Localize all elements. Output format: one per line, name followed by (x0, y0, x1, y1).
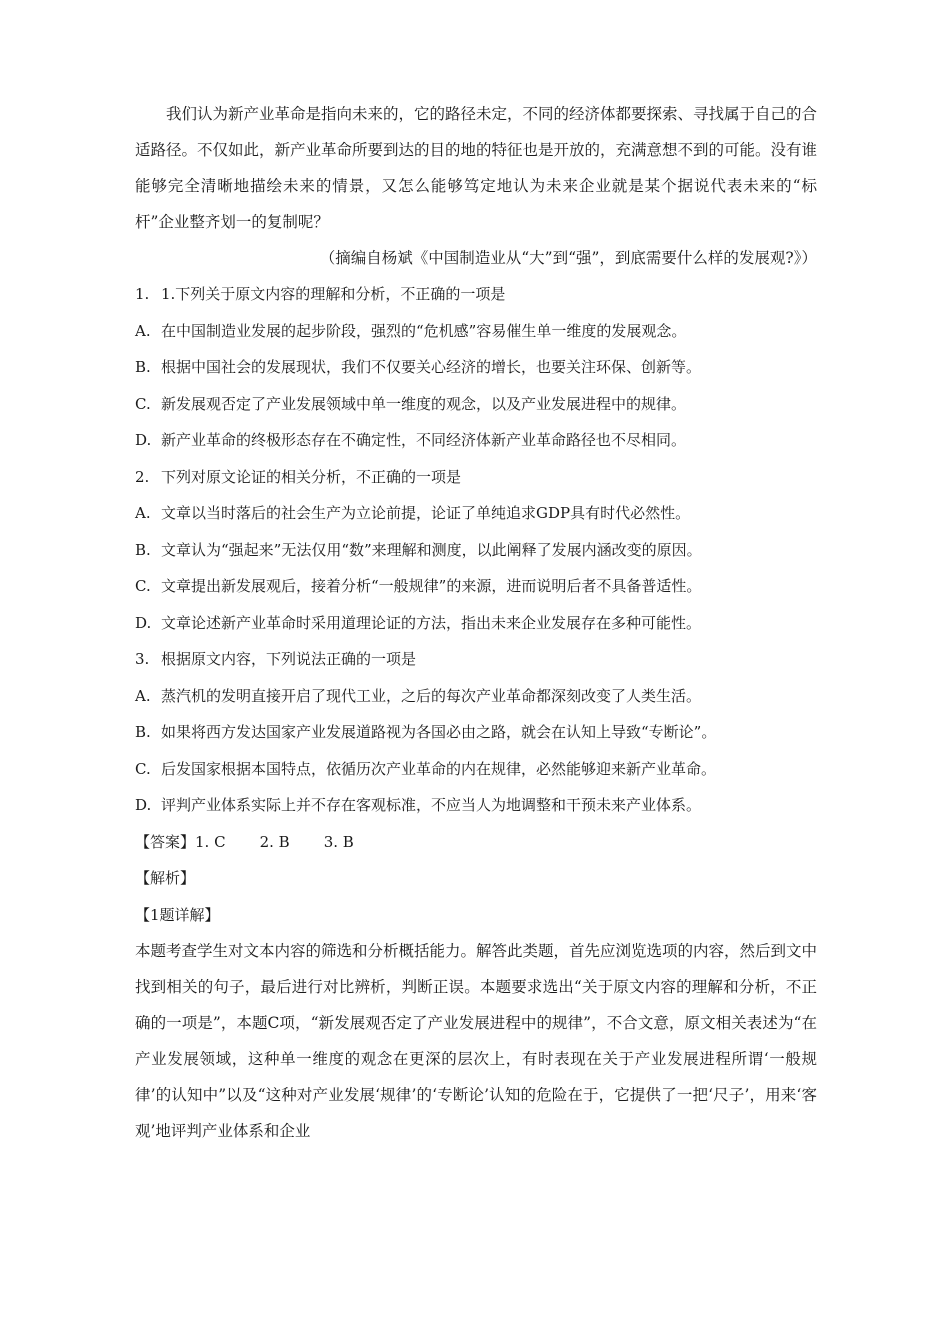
option-d (135, 422, 817, 459)
option-text: 文章认为“强起来”无法仅用“数”来理解和测度，以此阐释了发展内涵改变的原因。 (161, 540, 702, 559)
option-letter: D. (135, 613, 152, 632)
question-number: 3. (135, 650, 150, 668)
option-text: 蒸汽机的发明直接开启了现代工业，之后的每次产业革命都深刻改变了人类生活。 (161, 686, 702, 705)
option-b (135, 714, 817, 751)
answer-line (135, 824, 817, 861)
option-letter: C. (135, 577, 151, 595)
option-letter: C. (135, 759, 151, 778)
question-stem (135, 641, 817, 678)
option-text: 如果将西方发达国家产业发展道路视为各国必由之路，就会在认知上导致“专断论”。 (161, 723, 717, 741)
option-d (135, 787, 817, 824)
option-c (135, 751, 817, 788)
option-b (135, 532, 817, 569)
question-stem-text: 下列对原文论证的相关分析，不正确的一项是 (161, 467, 462, 486)
option-letter: A. (135, 686, 151, 705)
option-c (135, 568, 817, 605)
analysis-label: 【解析】 (135, 869, 196, 887)
option-text: 新发展观否定了产业发展领域中单一维度的观念，以及产业发展进程中的规律。 (161, 394, 687, 413)
option-c (135, 386, 817, 423)
document-page (135, 96, 817, 1149)
option-text: 后发国家根据本国特点，依循历次产业革命的内在规律，必然能够迎来新产业革命。 (161, 759, 717, 778)
answer-item: 2. B (259, 832, 290, 851)
option-text: 在中国制造业发展的起步阶段，强烈的“危机感”容易催生单一维度的发展观念。 (161, 321, 687, 340)
option-text: 评判产业体系实际上并不存在客观标准，不应当人为地调整和干预未来产业体系。 (161, 796, 702, 814)
question-1 (135, 276, 817, 459)
option-letter: A. (135, 321, 151, 340)
question-number: 2. (135, 467, 150, 486)
option-b (135, 349, 817, 386)
option-letter: C. (135, 394, 151, 413)
option-text: 文章以当时落后的社会生产为立论前提，论证了单纯追求GDP具有时代必然性。 (161, 504, 691, 522)
option-letter: B. (135, 540, 151, 559)
question-stem (135, 276, 817, 313)
question-stem-text: 1.下列关于原文内容的理解和分析，不正确的一项是 (161, 285, 506, 303)
option-letter: D. (135, 796, 152, 814)
answer-label: 【答案】 (135, 832, 196, 851)
passage-paragraph: 我们认为新产业革命是指向未来的，它的路径未定，不同的经济体都要探索、寻找属于自己的合适路径。不仅如此，新产业革命所要到达的目的地的特征也是开放的，充满意想不到的可能。没有谁能够完全清晰地描绘未来的情景，又怎么能够笃定地认为未来企业就是某个据说代表未来的“标杆”企业整齐划一的复制呢？ (135, 105, 818, 231)
option-a (135, 313, 817, 350)
option-letter: B. (135, 358, 151, 376)
option-text: 根据中国社会的发展现状，我们不仅要关心经济的增长，也要关注环保、创新等。 (161, 358, 702, 376)
option-text: 文章提出新发展观后，接着分析“一般规律”的来源，进而说明后者不具备普适性。 (161, 577, 702, 595)
answer-item: 1. C (195, 832, 226, 851)
option-letter: B. (135, 723, 151, 741)
analysis-detail-label: 【1题详解】 (135, 905, 220, 924)
option-d (135, 605, 817, 642)
option-a (135, 678, 817, 715)
option-letter: D. (135, 431, 152, 449)
question-stem (135, 459, 817, 496)
option-letter: A. (135, 504, 151, 522)
option-text: 文章论述新产业革命时采用道理论证的方法，指出未来企业发展存在多种可能性。 (161, 613, 702, 632)
question-stem-text: 根据原文内容，下列说法正确的一项是 (161, 650, 417, 668)
passage-source: （摘编自杨斌《中国制造业从“大”到“强”，到底需要什么样的发展观?》） (319, 249, 817, 267)
option-a (135, 495, 817, 532)
answer-item: 3. B (323, 832, 354, 851)
question-3 (135, 641, 817, 824)
question-number: 1. (135, 285, 150, 303)
question-2 (135, 459, 817, 642)
analysis-text: 本题考查学生对文本内容的筛选和分析概括能力。解答此类题，首先应浏览选项的内容，然后到文中找到相关的句子，最后进行对比辨析，判断正误。本题要求选出“关于原文内容的理解和分析，不正确的一项是”，本题C项，“新发展观否定了产业发展进程中的规律”，不合文意，原文相关表述为“在产业发展领域，这种单一维度的观念在更深的层次上，有时表现在关于产业发展进程所谓‘一般规律’的认知中”以及“这种对产业发展‘规律’的‘专断论’认知的危险在于，它提供了一把‘尺子’，用来‘客观’地评判产业体系和企业 (135, 942, 818, 1140)
option-text: 新产业革命的终极形态存在不确定性，不同经济体新产业革命路径也不尽相同。 (161, 431, 687, 449)
